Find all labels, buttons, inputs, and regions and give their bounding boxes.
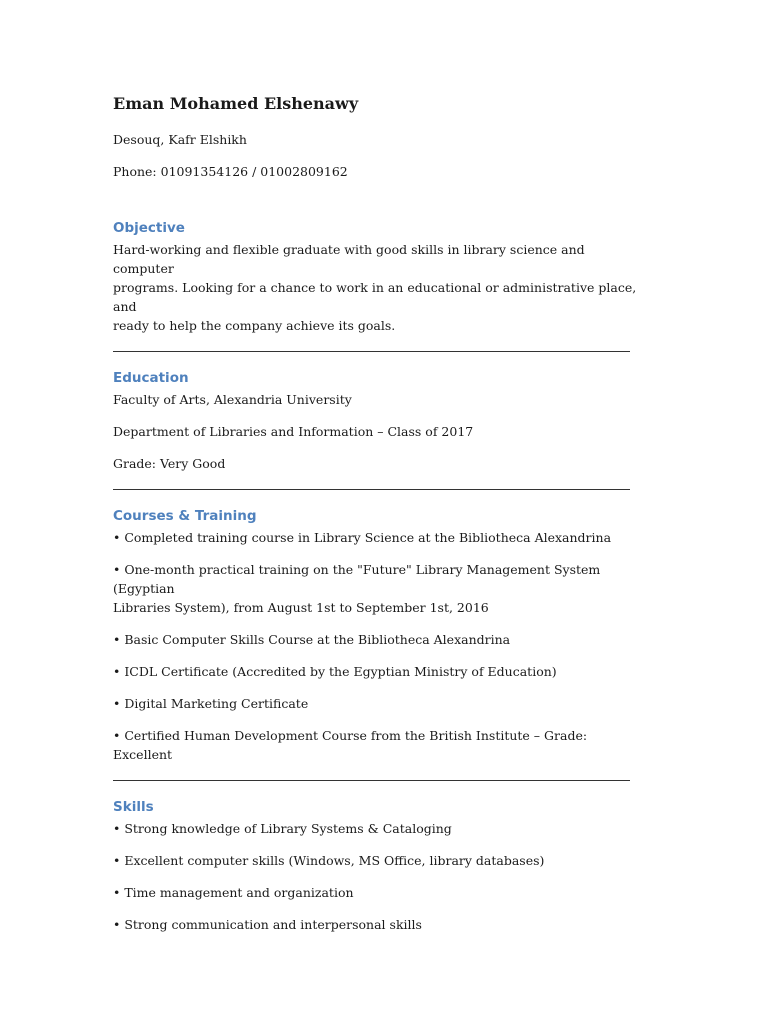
course-item-4: • ICDL Certificate (Accredited by the Egyptian Ministry of Education) (113, 664, 557, 679)
course-item-3: • Basic Computer Skills Course at the Bibliotheca Alexandrina (113, 632, 511, 647)
skills-heading: Skills (113, 799, 154, 815)
education-item-3: Grade: Very Good (113, 456, 226, 471)
course-item-5: • Digital Marketing Certificate (113, 696, 309, 711)
course-item-2-line-2: Libraries System), from August 1st to September 1st, 2016 (113, 600, 489, 615)
skill-item-1: • Strong knowledge of Library Systems & Cataloging (113, 821, 452, 836)
objective-heading: Objective (113, 220, 185, 236)
section-divider (113, 351, 630, 352)
courses-heading: Courses & Training (113, 508, 257, 524)
objective-line-3: ready to help the company achieve its goals. (113, 318, 396, 333)
section-divider (113, 780, 630, 781)
skill-item-4: • Strong communication and interpersonal skills (113, 917, 422, 932)
objective-line-1: Hard-working and flexible graduate with good skills in library science and computer (113, 242, 585, 276)
skill-item-3: • Time management and organization (113, 885, 354, 900)
resume-document (113, 92, 643, 934)
course-item-1: • Completed training course in Library Science at the Bibliotheca Alexandrina (113, 530, 612, 545)
section-divider (113, 489, 630, 490)
education-item-2: Department of Libraries and Information – Class of 2017 (113, 424, 474, 439)
skill-item-2: • Excellent computer skills (Windows, MS Office, library databases) (113, 853, 545, 868)
course-item-2-line-1: • One-month practical training on the "Future" Library Management System (Egyptian (113, 562, 601, 596)
education-heading: Education (113, 370, 189, 386)
education-item-1: Faculty of Arts, Alexandria University (113, 392, 352, 407)
address: Desouq, Kafr Elshikh (113, 132, 247, 147)
course-item-6: • Certified Human Development Course from the British Institute – Grade: Excellent (113, 728, 588, 762)
objective-line-2: programs. Looking for a chance to work in an educational or administrative place, and (113, 280, 637, 314)
phone-number: Phone: 01091354126 / 01002809162 (113, 164, 348, 179)
candidate-name: Eman Mohamed Elshenawy (113, 94, 359, 113)
